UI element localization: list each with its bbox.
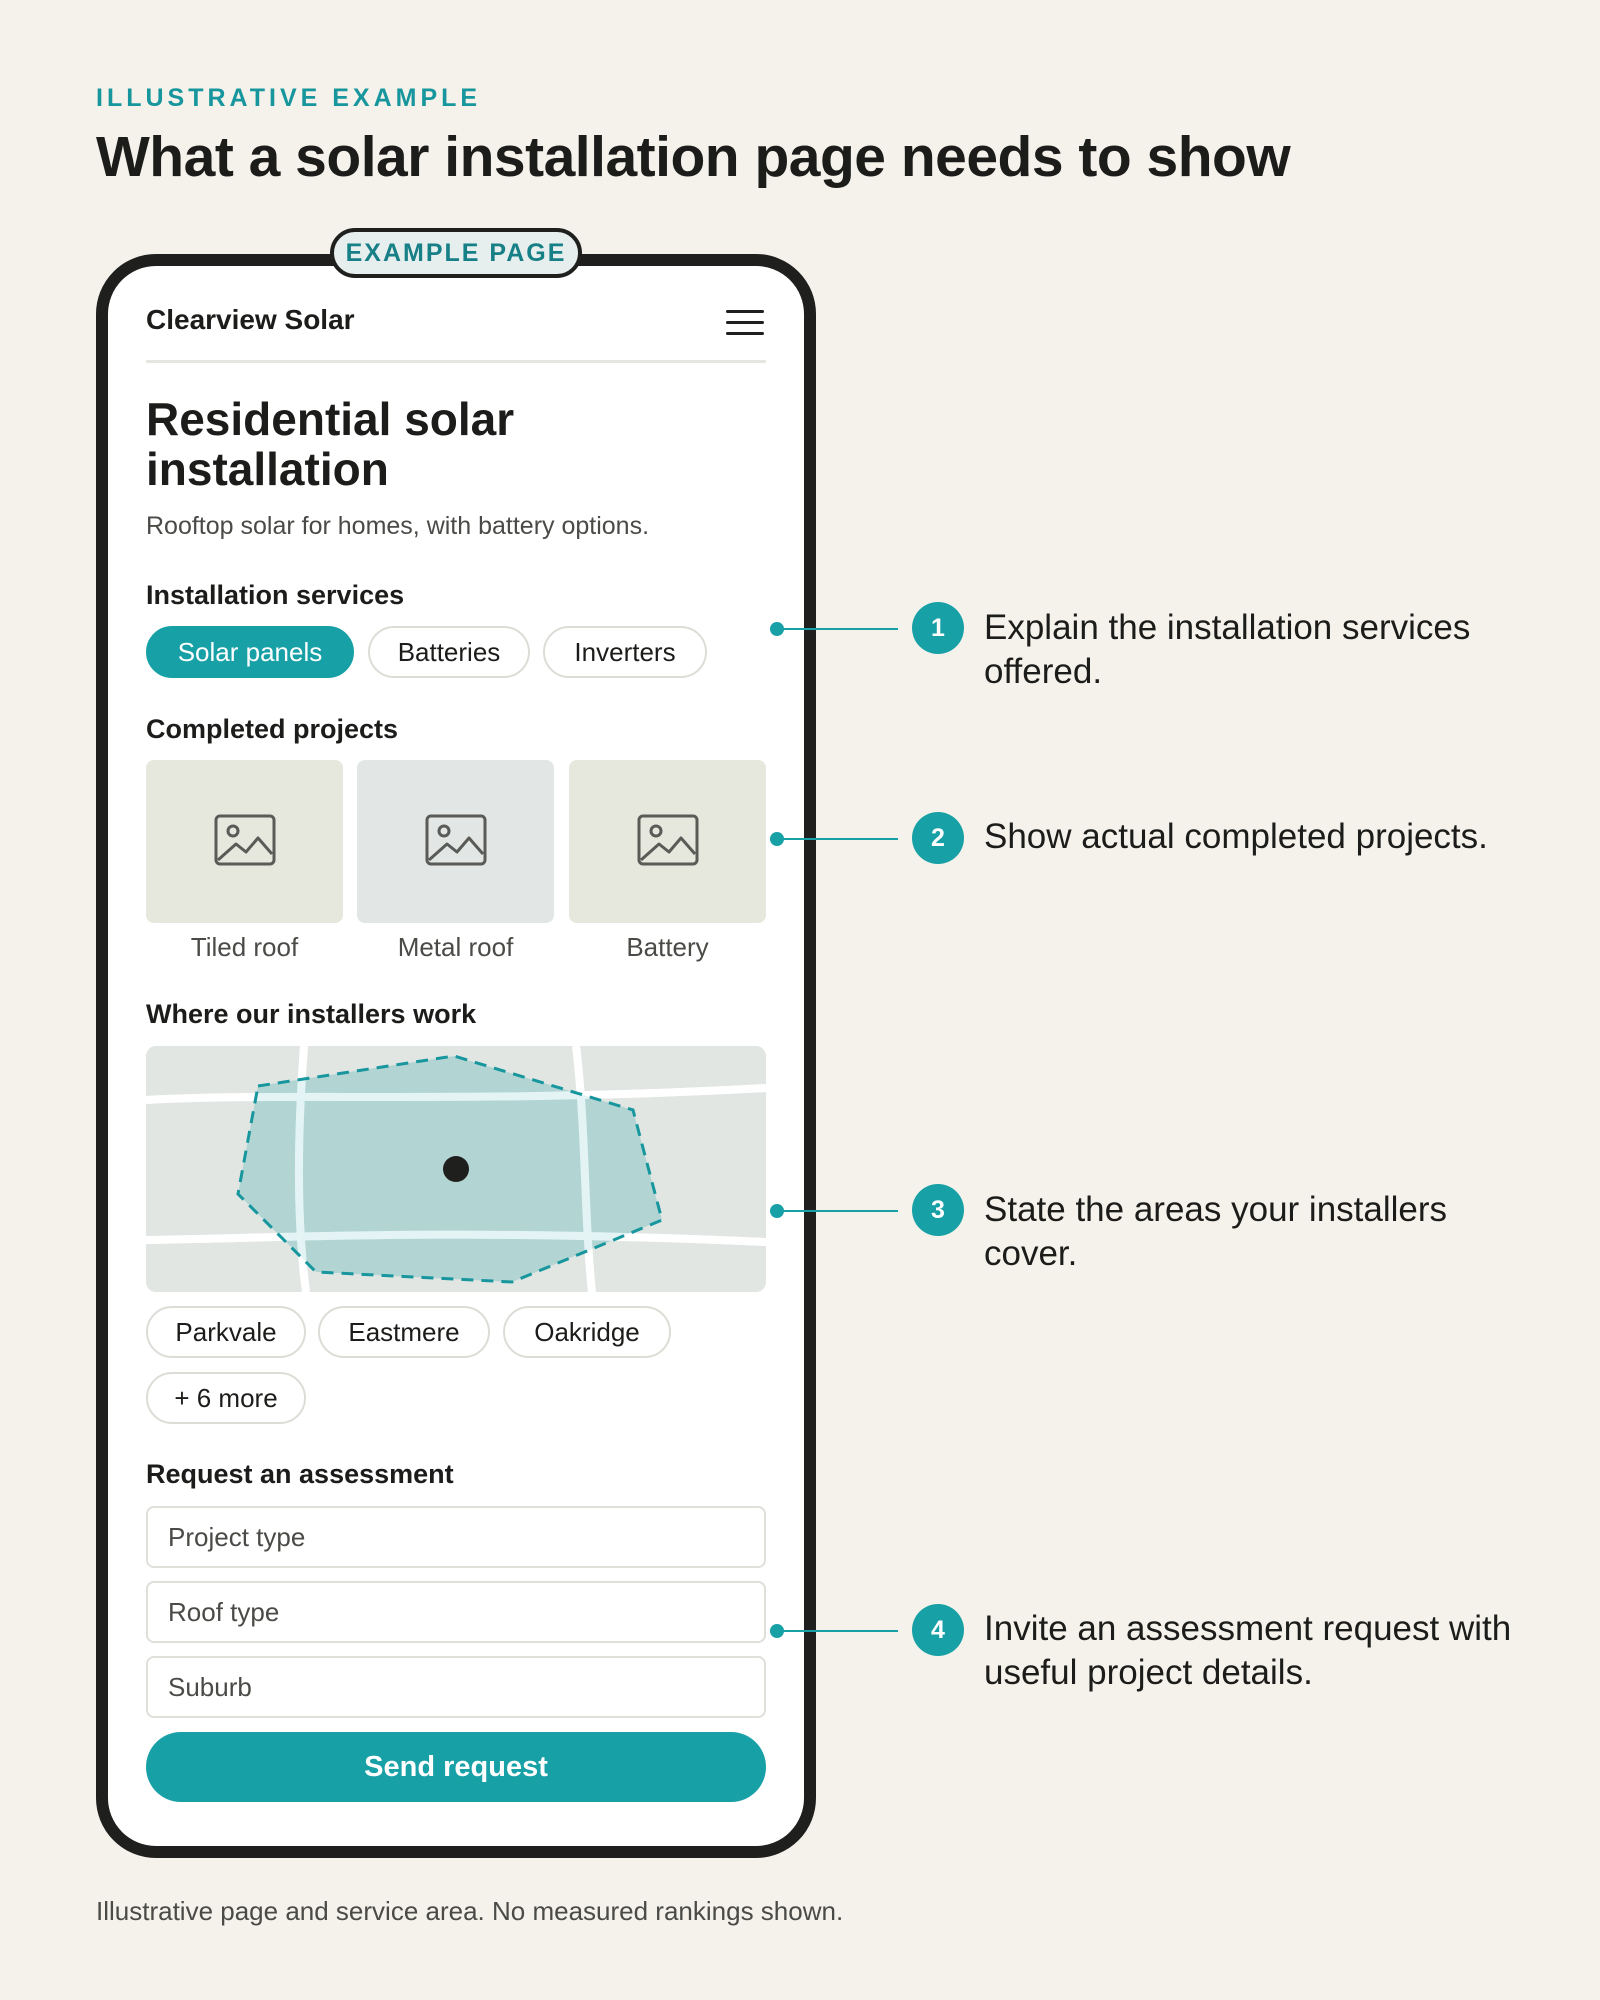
callout-text-2: Show actual completed projects. (984, 817, 1488, 856)
send-request-button[interactable]: Send request (146, 1732, 766, 1802)
eyebrow-label: ILLUSTRATIVE EXAMPLE (96, 84, 482, 112)
project-tile-metal-roof[interactable] (357, 760, 554, 923)
roof-type-field[interactable] (146, 1581, 766, 1643)
image-placeholder-icon (425, 814, 487, 866)
project-caption-tiled-roof: Tiled roof (190, 932, 299, 962)
connector-line-3 (776, 1210, 898, 1212)
project-tile-tiled-roof[interactable] (146, 760, 343, 923)
project-tile-battery[interactable] (569, 760, 766, 923)
chip-solar-panels[interactable]: Solar panels (146, 626, 354, 678)
service-area-map[interactable] (146, 1046, 766, 1292)
suburb-chip-parkvale[interactable]: Parkvale (146, 1306, 306, 1358)
callout-number-1: 1 (912, 602, 964, 654)
assessment-heading: Request an assessment (146, 1459, 454, 1489)
projects-heading: Completed projects (146, 714, 399, 744)
services-heading: Installation services (146, 580, 405, 610)
project-caption-battery: Battery (626, 932, 709, 962)
site-brand[interactable]: Clearview Solar (146, 304, 355, 335)
project-type-field[interactable] (146, 1506, 766, 1568)
connector-line-4 (776, 1630, 898, 1632)
more-suburbs-chip[interactable]: + 6 more (146, 1372, 306, 1424)
suburb-chip-oakridge[interactable]: Oakridge (503, 1306, 671, 1358)
page-title: Residential solar installation (146, 393, 515, 495)
page-subtitle: Rooftop solar for homes, with battery options. (146, 512, 650, 540)
suburb-chip-eastmere[interactable]: Eastmere (318, 1306, 490, 1358)
chip-inverters[interactable]: Inverters (543, 626, 707, 678)
footnote: Illustrative page and service area. No measured rankings shown. (96, 1896, 844, 1926)
headline: What a solar installation page needs to show (96, 125, 1291, 189)
project-caption-metal-roof: Metal roof (397, 932, 514, 962)
image-placeholder-icon (637, 814, 699, 866)
connector-line-2 (776, 838, 898, 840)
location-pin-icon (443, 1156, 469, 1182)
hamburger-menu-icon[interactable] (726, 308, 766, 338)
callout-number-3: 3 (912, 1184, 964, 1236)
suburb-field[interactable] (146, 1656, 766, 1718)
callout-text-4: Invite an assessment request with useful project details. (984, 1609, 1512, 1692)
callout-text-3: State the areas your installers cover. (984, 1190, 1448, 1273)
callout-number-4: 4 (912, 1604, 964, 1656)
header-divider (146, 360, 766, 363)
map-graphic (146, 1046, 766, 1292)
image-placeholder-icon (214, 814, 276, 866)
callout-text-1: Explain the installation services offered. (984, 608, 1471, 691)
example-page-badge: EXAMPLE PAGE (330, 228, 582, 278)
chip-batteries[interactable]: Batteries (368, 626, 530, 678)
callout-number-2: 2 (912, 812, 964, 864)
service-area-heading: Where our installers work (146, 999, 477, 1029)
connector-line-1 (776, 628, 898, 630)
